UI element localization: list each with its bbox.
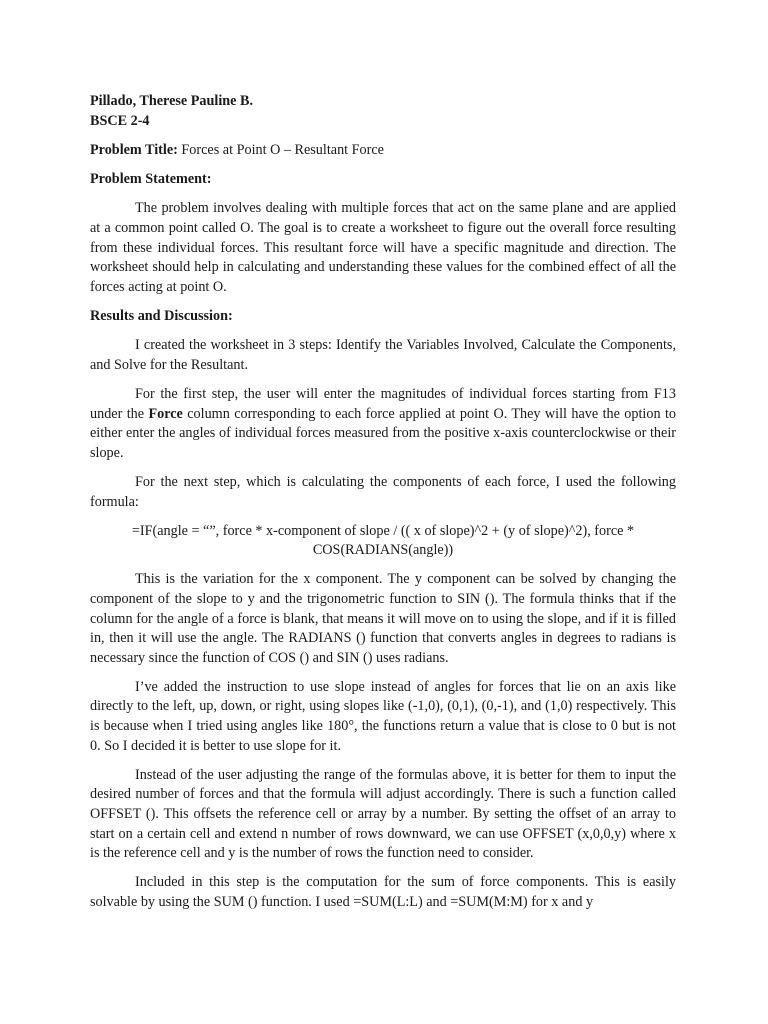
results-paragraph-3: For the next step, which is calculating the components of each force, I used the following formula:: [90, 474, 676, 510]
results-paragraph-2-start: For the first step, the user will enter the magnitudes of individual forces starting from F13 under the: [90, 386, 676, 422]
document-page: [90, 92, 676, 922]
results-paragraph-2-end: column corresponding to each force applied at point O. They will have the option to either enter the angles of individual forces measured from the positive x-axis counterclockwise or their slope.: [90, 405, 676, 461]
results-paragraph-7: Included in this step is the computation for the sum of force components. This is easily solvable by using the SUM () function. I used =SUM(L:L) and =SUM(M:M) for x and y: [90, 874, 676, 910]
problem-statement-heading: Problem Statement:: [90, 170, 212, 187]
problem-title-label: Problem Title:: [90, 142, 178, 159]
results-heading: Results and Discussion:: [90, 307, 233, 324]
results-paragraph-2-bold: Force: [148, 405, 183, 422]
formula-line-2: COS(RADIANS(angle)): [312, 542, 454, 559]
results-paragraph-5: I’ve added the instruction to use slope instead of angles for forces that lie on an axis like directly to the left, up, down, or right, using slopes like (-1,0), (0,1), (0,-1), and (1,0) respectively. This is because when I tried using angles like 180°, the functions return a value that is close to 0 but is not 0. So I decided it is better to use slope for it.: [90, 678, 676, 754]
problem-title: [90, 141, 676, 161]
results-paragraph-6: Instead of the user adjusting the range of the formulas above, it is better for them to input the desired number of forces and that the formula will adjust accordingly. There is such a function called OFFSET (). This offsets the reference cell or array by a number. By setting the offset of an array to start on a certain cell and extend n number of rows downward, we can use OFFSET (x,0,0,y) where x is the reference cell and y is the number of rows the function need to consider.: [90, 766, 676, 862]
results-paragraph-2: [90, 385, 676, 463]
author-name: Pillado, Therese Pauline B.: [90, 93, 254, 109]
formula-line-1: =IF(angle = “”, force * x-component of slope / (( x of slope)^2 + (y of slope)^2), force *: [131, 522, 635, 539]
results-paragraph-4: This is the variation for the x component. The y component can be solved by changing the component of the slope to y and the trigonometric function to SIN (). The formula thinks that if the column for the angle of a force is blank, that means it will move on to using the slope, and if it is filled in, then it will use the angle. The RADIANS () function that converts angles in degrees to radians is necessary since the function of COS () and SIN () uses radians.: [90, 571, 676, 666]
problem-statement-text: The problem involves dealing with multiple forces that act on the same plane and are applied at a common point called O. The goal is to create a worksheet to figure out the overall force resulting from these individual forces. This resultant force will have a specific magnitude and direction. The worksheet should help in calculating and understanding these values for the combined effect of all the forces acting at point O.: [90, 200, 676, 295]
author-section: BSCE 2-4: [90, 112, 150, 129]
problem-title-value: Forces at Point O – Resultant Force: [181, 142, 384, 159]
formula-block: [90, 522, 676, 561]
results-paragraph-1: I created the worksheet in 3 steps: Identify the Variables Involved, Calculate the Components, and Solve for the Resultant.: [90, 337, 676, 374]
